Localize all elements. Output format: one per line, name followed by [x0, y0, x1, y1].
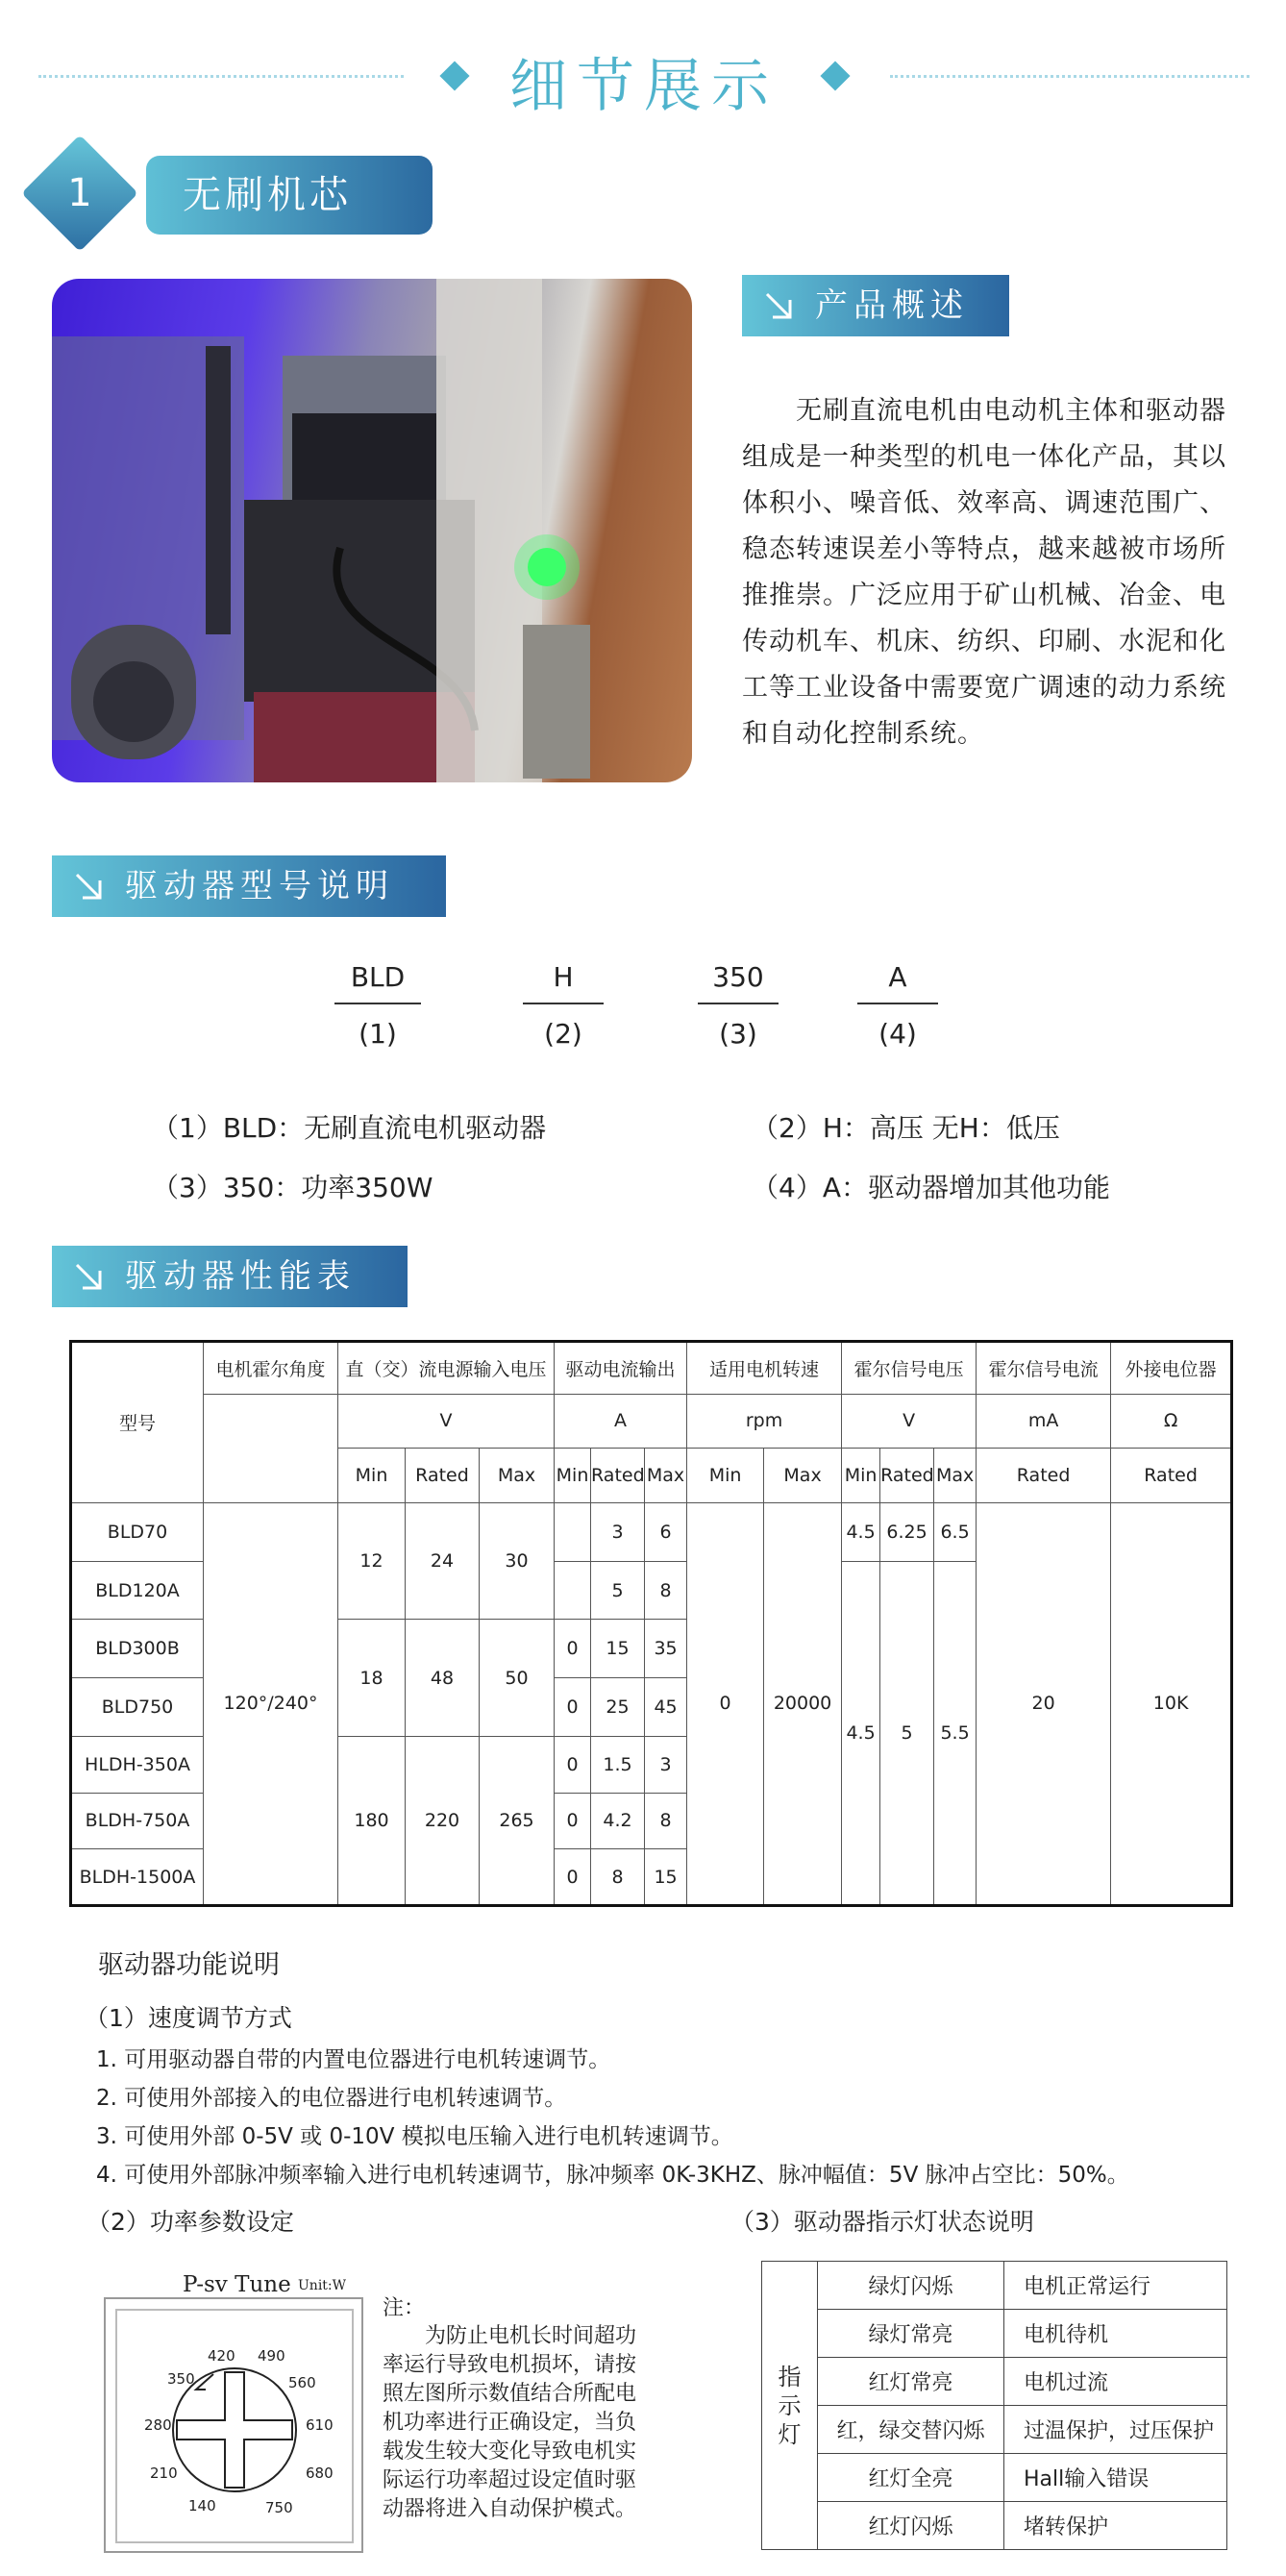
speed-item-3: 3. 可使用外部 0-5V 或 0-10V 模拟电压输入进行电机转速调节。 — [96, 2124, 733, 2149]
sub-max: Max — [645, 1449, 687, 1503]
indicator-meaning: 堵转保护 — [1004, 2502, 1227, 2550]
indicator-title: （3）驱动器指示灯状态说明 — [730, 2208, 1034, 2236]
header-pot: 外接电位器 — [1111, 1342, 1232, 1395]
voltage-min-cell: 180 — [338, 1736, 406, 1905]
header-divider-left — [38, 75, 404, 78]
sub-rated: Rated — [880, 1449, 934, 1503]
unit-empty — [204, 1394, 338, 1502]
table-row — [762, 2454, 1227, 2502]
section-title: 无刷机芯 — [146, 156, 433, 235]
current-min-cell — [555, 1502, 591, 1561]
header-hall-angle: 电机霍尔角度 — [204, 1342, 338, 1395]
model-label: 驱动器型号说明 — [125, 867, 394, 905]
indicator-meaning: 电机待机 — [1004, 2310, 1227, 2358]
voltage-min-cell: 12 — [338, 1502, 406, 1619]
speed-item-2: 2. 可使用外部接入的电位器进行电机转速调节。 — [96, 2086, 567, 2111]
dial-label: 140 — [188, 2497, 216, 2514]
dial-label: 560 — [288, 2374, 316, 2391]
indicator-state: 红灯常亮 — [818, 2358, 1004, 2406]
current-rated-cell: 5 — [591, 1561, 645, 1620]
diamond-icon — [439, 61, 469, 90]
current-rated-cell: 25 — [591, 1678, 645, 1737]
current-max-cell: 3 — [645, 1736, 687, 1793]
unit-speed: rpm — [687, 1394, 842, 1449]
sub-max: Max — [934, 1449, 977, 1503]
model-code-text: 350 — [698, 961, 779, 1004]
current-max-cell: 45 — [645, 1678, 687, 1737]
power-dial — [104, 2297, 363, 2553]
hall-angle-cell: 120°/240° — [204, 1502, 338, 1905]
model-code-number: (4) — [878, 1018, 917, 1050]
table-header-row — [71, 1342, 1232, 1395]
unit-hall-current: mA — [977, 1394, 1111, 1449]
indicator-state: 绿灯常亮 — [818, 2310, 1004, 2358]
dial-title: P-sv Tune — [183, 2272, 291, 2297]
motor-photo-illustration — [52, 279, 692, 782]
overview-label: 产品概述 — [815, 286, 969, 325]
table-row — [762, 2262, 1227, 2310]
hall-v-min-cell: 4.5 — [842, 1561, 880, 1905]
voltage-max-cell: 30 — [480, 1502, 555, 1619]
model-cell: BLDH-750A — [71, 1793, 204, 1849]
voltage-rated-cell: 48 — [406, 1620, 480, 1736]
indicator-label: 指示灯 — [762, 2262, 818, 2550]
performance-table — [69, 1340, 1233, 1907]
header-current: 驱动电流输出 — [555, 1342, 687, 1395]
header-voltage: 直（交）流电源输入电压 — [338, 1342, 555, 1395]
model-explanation-3: （3）350：功率350W — [152, 1172, 433, 1203]
sub-rated: Rated — [591, 1449, 645, 1503]
header-model: 型号 — [71, 1342, 204, 1503]
model-cell: BLD120A — [71, 1561, 204, 1620]
model-code-4 — [857, 961, 938, 1050]
speed-title: （1）速度调节方式 — [85, 2004, 292, 2032]
dial-label: 350 — [167, 2370, 195, 2388]
hall-v-min-cell: 4.5 — [842, 1502, 880, 1561]
overview-header — [742, 275, 1009, 336]
current-max-cell: 8 — [645, 1793, 687, 1849]
unit-hall-voltage: V — [842, 1394, 977, 1449]
speed-min-cell: 0 — [687, 1502, 764, 1905]
dial-label: 280 — [144, 2416, 172, 2434]
model-code-number: (3) — [719, 1018, 757, 1050]
current-rated-cell: 4.2 — [591, 1793, 645, 1849]
model-explanation-1: （1）BLD：无刷直流电机驱动器 — [152, 1112, 547, 1144]
current-rated-cell: 1.5 — [591, 1736, 645, 1793]
arrow-down-right-icon — [761, 288, 796, 323]
voltage-min-cell: 18 — [338, 1620, 406, 1736]
note-text: 为防止电机长时间超功率运行导致电机损坏，请按照左图所示数值结合所配电机功率进行正确设定，当负载发生较大变化导致电机实际运行功率超过设定值时驱动器将进入自动保护模式。 — [383, 2324, 637, 2521]
dial-label: 680 — [306, 2465, 334, 2482]
voltage-max-cell: 265 — [480, 1736, 555, 1905]
speed-item-1: 1. 可用驱动器自带的内置电位器进行电机转速调节。 — [96, 2047, 611, 2072]
pot-cell: 10K — [1111, 1502, 1232, 1905]
model-code-number: (1) — [359, 1018, 397, 1050]
perf-label: 驱动器性能表 — [125, 1257, 356, 1296]
model-cell: BLDH-1500A — [71, 1849, 204, 1906]
arrow-down-right-icon — [71, 1259, 106, 1294]
model-code-3 — [698, 961, 779, 1050]
hall-v-rated-cell: 5 — [880, 1561, 934, 1905]
dial-label: 610 — [306, 2416, 334, 2434]
table-unit-row — [71, 1394, 1232, 1449]
current-max-cell: 6 — [645, 1502, 687, 1561]
current-rated-cell: 15 — [591, 1620, 645, 1678]
current-rated-cell: 3 — [591, 1502, 645, 1561]
header-hall-current: 霍尔信号电流 — [977, 1342, 1111, 1395]
model-cell: BLD750 — [71, 1678, 204, 1737]
current-max-cell: 8 — [645, 1561, 687, 1620]
sub-max: Max — [764, 1449, 842, 1503]
diamond-icon — [820, 61, 850, 90]
perf-header — [52, 1246, 408, 1307]
model-explanation-2: （2）H：高压 无H：低压 — [752, 1112, 1060, 1144]
model-header — [52, 855, 446, 917]
functions-title: 驱动器功能说明 — [98, 1950, 280, 1980]
dial-label: 750 — [265, 2499, 293, 2516]
sub-min: Min — [687, 1449, 764, 1503]
current-min-cell — [555, 1561, 591, 1620]
table-row — [762, 2310, 1227, 2358]
hall-v-max-cell: 6.5 — [934, 1502, 977, 1561]
model-code-text: H — [523, 961, 604, 1004]
indicator-state: 红，绿交替闪烁 — [818, 2406, 1004, 2454]
table-row — [762, 2358, 1227, 2406]
model-code-2 — [523, 961, 604, 1050]
indicator-state: 绿灯闪烁 — [818, 2262, 1004, 2310]
sub-rated: Rated — [406, 1449, 480, 1503]
table-row — [71, 1502, 1232, 1561]
current-max-cell: 35 — [645, 1620, 687, 1678]
page-title: 细节展示 — [509, 53, 779, 120]
header-divider-right — [890, 75, 1249, 78]
indicator-meaning: 电机正常运行 — [1004, 2262, 1227, 2310]
model-cell: BLD70 — [71, 1502, 204, 1561]
model-code-text: A — [857, 961, 938, 1004]
model-cell: HLDH-350A — [71, 1736, 204, 1793]
motor-photo — [52, 279, 692, 782]
indicator-state: 红灯全亮 — [818, 2454, 1004, 2502]
dial-frame — [115, 2309, 354, 2543]
speed-max-cell: 20000 — [764, 1502, 842, 1905]
arrow-down-right-icon — [71, 869, 106, 904]
hall-current-cell: 20 — [977, 1502, 1111, 1905]
indicator-meaning: 过温保护，过压保护 — [1004, 2406, 1227, 2454]
voltage-rated-cell: 24 — [406, 1502, 480, 1619]
note-title: 注： — [383, 2296, 426, 2320]
model-code-1 — [334, 961, 421, 1050]
unit-voltage: V — [338, 1394, 555, 1449]
sub-max: Max — [480, 1449, 555, 1503]
unit-current: A — [555, 1394, 687, 1449]
unit-pot: Ω — [1111, 1394, 1232, 1449]
sub-min: Min — [555, 1449, 591, 1503]
current-min-cell: 0 — [555, 1736, 591, 1793]
current-min-cell: 0 — [555, 1793, 591, 1849]
dial-label: 420 — [208, 2347, 235, 2365]
hall-v-rated-cell: 6.25 — [880, 1502, 934, 1561]
dial-label: 210 — [150, 2465, 178, 2482]
indicator-state: 红灯闪烁 — [818, 2502, 1004, 2550]
dial-unit: Unit:W — [298, 2278, 347, 2293]
indicator-table — [761, 2261, 1227, 2550]
power-title: （2）功率参数设定 — [87, 2208, 294, 2236]
sub-min: Min — [338, 1449, 406, 1503]
table-row — [762, 2406, 1227, 2454]
model-cell: BLD300B — [71, 1620, 204, 1678]
model-code-text: BLD — [334, 961, 421, 1004]
hall-v-max-cell: 5.5 — [934, 1561, 977, 1905]
sub-min: Min — [842, 1449, 880, 1503]
overview-text: 无刷直流电机由电动机主体和驱动器组成是一种类型的机电一体化产品，其以体积小、噪音低、效率高、调速范围广、稳态转速误差小等特点，越来越被市场所推推崇。广泛应用于矿山机械、冶金、电传动机车、机床、纺织、印刷、水泥和化工等工业设备中需要宽广调速的动力系统和自动化控制系统。 — [742, 396, 1226, 749]
current-max-cell: 15 — [645, 1849, 687, 1906]
indicator-meaning: 电机过流 — [1004, 2358, 1227, 2406]
model-explanation-4: （4）A：驱动器增加其他功能 — [752, 1172, 1110, 1203]
current-rated-cell: 8 — [591, 1849, 645, 1906]
table-row — [762, 2502, 1227, 2550]
model-code-number: (2) — [544, 1018, 582, 1050]
current-min-cell: 0 — [555, 1620, 591, 1678]
header-speed: 适用电机转速 — [687, 1342, 842, 1395]
sub-rated: Rated — [977, 1449, 1111, 1503]
sub-rated: Rated — [1111, 1449, 1232, 1503]
indicator-meaning: Hall输入错误 — [1004, 2454, 1227, 2502]
current-min-cell: 0 — [555, 1849, 591, 1906]
speed-item-4: 4. 可使用外部脉冲频率输入进行电机转速调节，脉冲频率 0K-3KHZ、脉冲幅值：5V 脉冲占空比：50%。 — [96, 2163, 1129, 2188]
voltage-max-cell: 50 — [480, 1620, 555, 1736]
section-number: 1 — [67, 171, 92, 215]
current-min-cell: 0 — [555, 1678, 591, 1737]
header-hall-voltage: 霍尔信号电压 — [842, 1342, 977, 1395]
dial-label: 490 — [258, 2347, 285, 2365]
voltage-rated-cell: 220 — [406, 1736, 480, 1905]
